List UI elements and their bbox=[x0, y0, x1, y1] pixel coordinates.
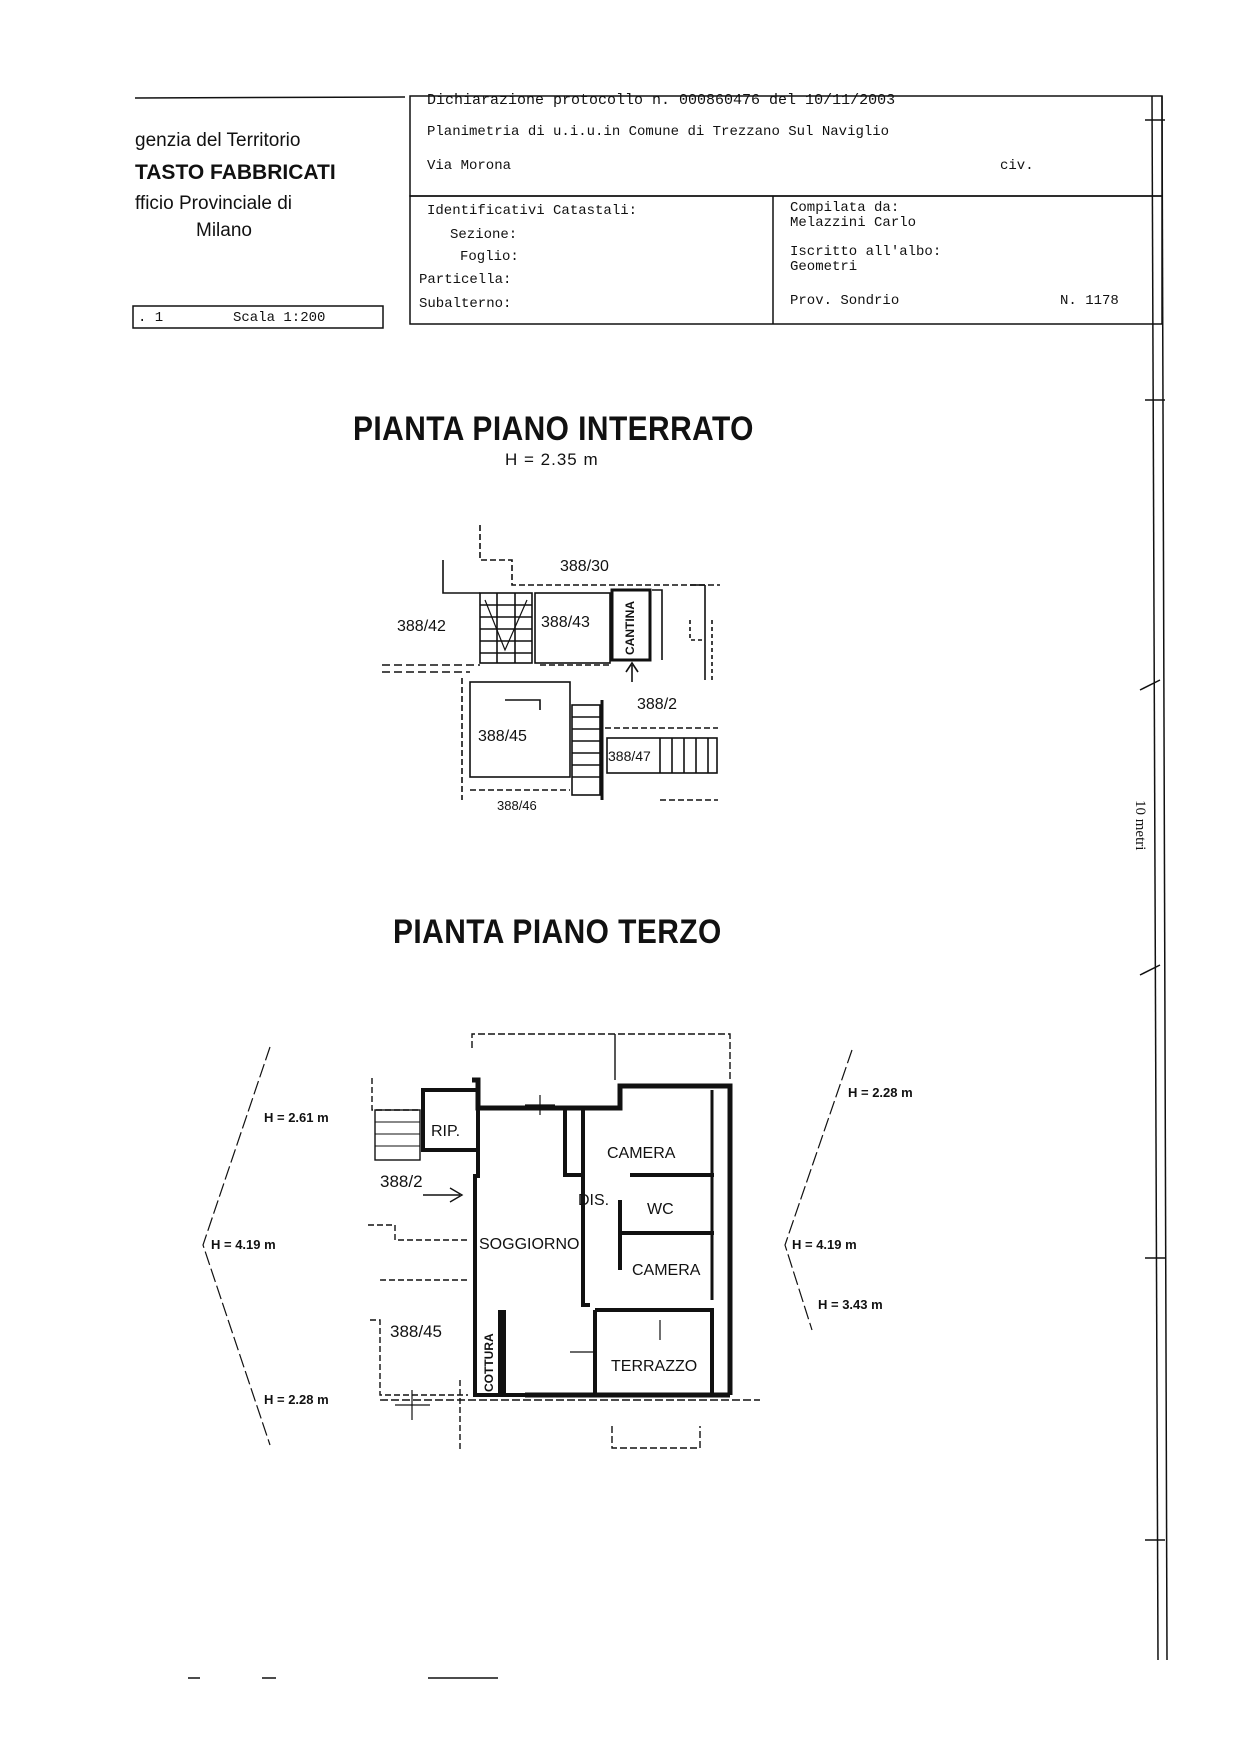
label-388-45-terzo: 388/45 bbox=[390, 1322, 442, 1341]
planimetria-line: Planimetria di u.i.u.in Comune di Trezzano Sul Naviglio bbox=[427, 124, 890, 140]
room-dis: DIS. bbox=[578, 1192, 610, 1209]
room-soggiorno: SOGGIORNO bbox=[479, 1236, 580, 1253]
height-right-mid: H = 4.19 m bbox=[792, 1237, 857, 1252]
albo-value: Geometri bbox=[790, 259, 858, 275]
room-cottura: COTTURA bbox=[482, 1333, 496, 1392]
agency-city: Milano bbox=[196, 220, 252, 241]
height-right-top: H = 2.28 m bbox=[848, 1085, 913, 1100]
scale-label: Scala 1:200 bbox=[233, 310, 326, 326]
height-left-bot: H = 2.28 m bbox=[264, 1392, 329, 1407]
height-left-mid: H = 4.19 m bbox=[211, 1237, 276, 1252]
label-388-46: 388/46 bbox=[497, 798, 537, 813]
interrato-title: PIANTA PIANO INTERRATO bbox=[353, 410, 754, 448]
interrato-height: H = 2.35 m bbox=[505, 450, 599, 469]
agency-name: genzia del Territorio bbox=[135, 130, 301, 151]
room-camera-1: CAMERA bbox=[607, 1145, 676, 1162]
agency-office: fficio Provinciale di bbox=[135, 193, 293, 214]
subalterno-label: Subalterno: bbox=[419, 296, 512, 312]
sheet-number: . 1 bbox=[138, 310, 164, 326]
scale-bar-label: 10 metri bbox=[1132, 800, 1148, 851]
label-388-2-terzo: 388/2 bbox=[380, 1172, 423, 1191]
room-camera-2: CAMERA bbox=[632, 1262, 701, 1279]
height-right-bot: H = 3.43 m bbox=[818, 1297, 883, 1312]
room-wc: WC bbox=[647, 1201, 674, 1218]
foglio-label: Foglio: bbox=[460, 249, 519, 265]
agency-department: TASTO FABBRICATI bbox=[135, 161, 336, 184]
province: Prov. Sondrio bbox=[790, 293, 900, 309]
registration-number: N. 1178 bbox=[1060, 293, 1119, 309]
label-388-45-interrato: 388/45 bbox=[478, 728, 527, 745]
label-388-30: 388/30 bbox=[560, 558, 609, 575]
identificativi-title: Identificativi Catastali: bbox=[427, 203, 638, 219]
room-rip: RIP. bbox=[431, 1123, 461, 1140]
particella-label: Particella: bbox=[419, 272, 512, 288]
label-cantina: CANTINA bbox=[623, 601, 637, 655]
albo-label: Iscritto all'albo: bbox=[790, 244, 942, 260]
protocol-line: Dichiarazione protocollo n. 000860476 del 10/11/2003 bbox=[427, 92, 896, 109]
compilata-name: Melazzini Carlo bbox=[790, 215, 917, 231]
sezione-label: Sezione: bbox=[450, 227, 518, 243]
room-terrazzo: TERRAZZO bbox=[611, 1358, 698, 1375]
label-388-47: 388/47 bbox=[608, 748, 651, 764]
compilata-label: Compilata da: bbox=[790, 200, 900, 216]
height-left-top: H = 2.61 m bbox=[264, 1110, 329, 1125]
label-388-42: 388/42 bbox=[397, 618, 446, 635]
label-388-2-interrato: 388/2 bbox=[637, 696, 678, 713]
label-388-43: 388/43 bbox=[541, 614, 590, 631]
address-line: Via Morona bbox=[427, 158, 512, 174]
civ-label: civ. bbox=[1000, 158, 1034, 174]
interrato-plan bbox=[382, 525, 720, 800]
terzo-title: PIANTA PIANO TERZO bbox=[393, 913, 722, 951]
